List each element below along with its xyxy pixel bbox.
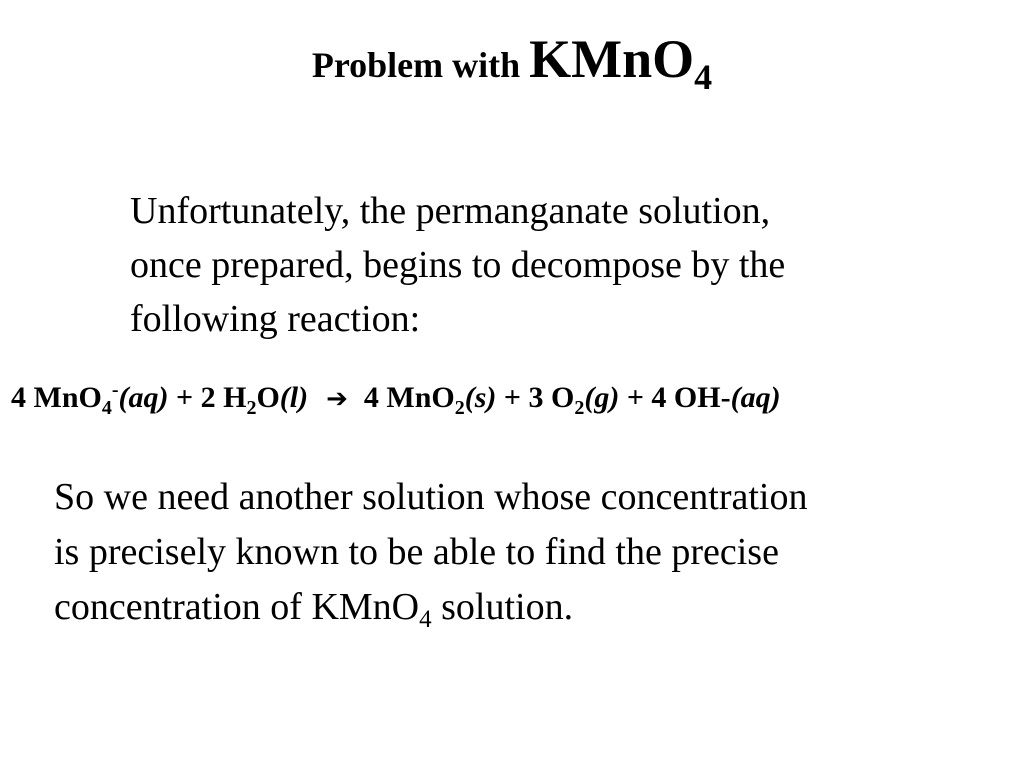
conclusion-line-3	[54, 580, 1014, 635]
product-manganese-dioxide: 4 MnO	[363, 381, 455, 414]
reactant-water-tail: O	[256, 381, 280, 414]
conclusion-line-2: is precisely known to be able to find the precise	[54, 531, 779, 573]
intro-line-1: Unfortunately, the permanganate solution,	[130, 190, 771, 232]
reactant-water-subscript: 2	[246, 397, 257, 419]
conclusion-formula-subscript: 4	[419, 606, 432, 633]
conclusion-line-1: So we need another solution whose concentration	[54, 476, 808, 518]
product-oxygen: + 3 O	[496, 381, 575, 414]
product-manganese-dioxide-state: (s)	[464, 381, 497, 414]
conclusion-line-3-tail: solution.	[431, 586, 574, 628]
conclusion-paragraph	[54, 470, 1014, 635]
reaction-arrow-icon: ➔	[326, 384, 348, 414]
product-oxygen-subscript: 2	[574, 397, 585, 419]
conclusion-line-3-text: concentration of KMnO	[54, 586, 420, 628]
reactant-permanganate-state: (aq)	[118, 381, 169, 414]
decomposition-equation	[11, 378, 781, 419]
product-manganese-dioxide-subscript: 2	[454, 397, 465, 419]
intro-line-2: once prepared, begins to decompose by the	[130, 244, 786, 286]
intro-paragraph	[130, 184, 990, 346]
title-prefix: Problem with	[311, 45, 530, 85]
title-formula-subscript: 4	[694, 57, 713, 97]
product-hydroxide-state: (aq)	[730, 381, 781, 414]
intro-line-3: following reaction:	[130, 298, 421, 340]
reactant-permanganate: 4 MnO	[11, 381, 102, 414]
reactant-water: + 2 H	[168, 381, 247, 414]
title-formula: KMnO	[529, 29, 695, 89]
reactant-permanganate-subscript: 4	[101, 397, 112, 419]
reactant-water-state: (l)	[279, 381, 309, 414]
slide-title	[0, 28, 1024, 97]
product-hydroxide: + 4 OH-	[619, 381, 731, 414]
product-oxygen-state: (g)	[584, 381, 620, 414]
reactant-permanganate-charge: -	[111, 379, 119, 401]
